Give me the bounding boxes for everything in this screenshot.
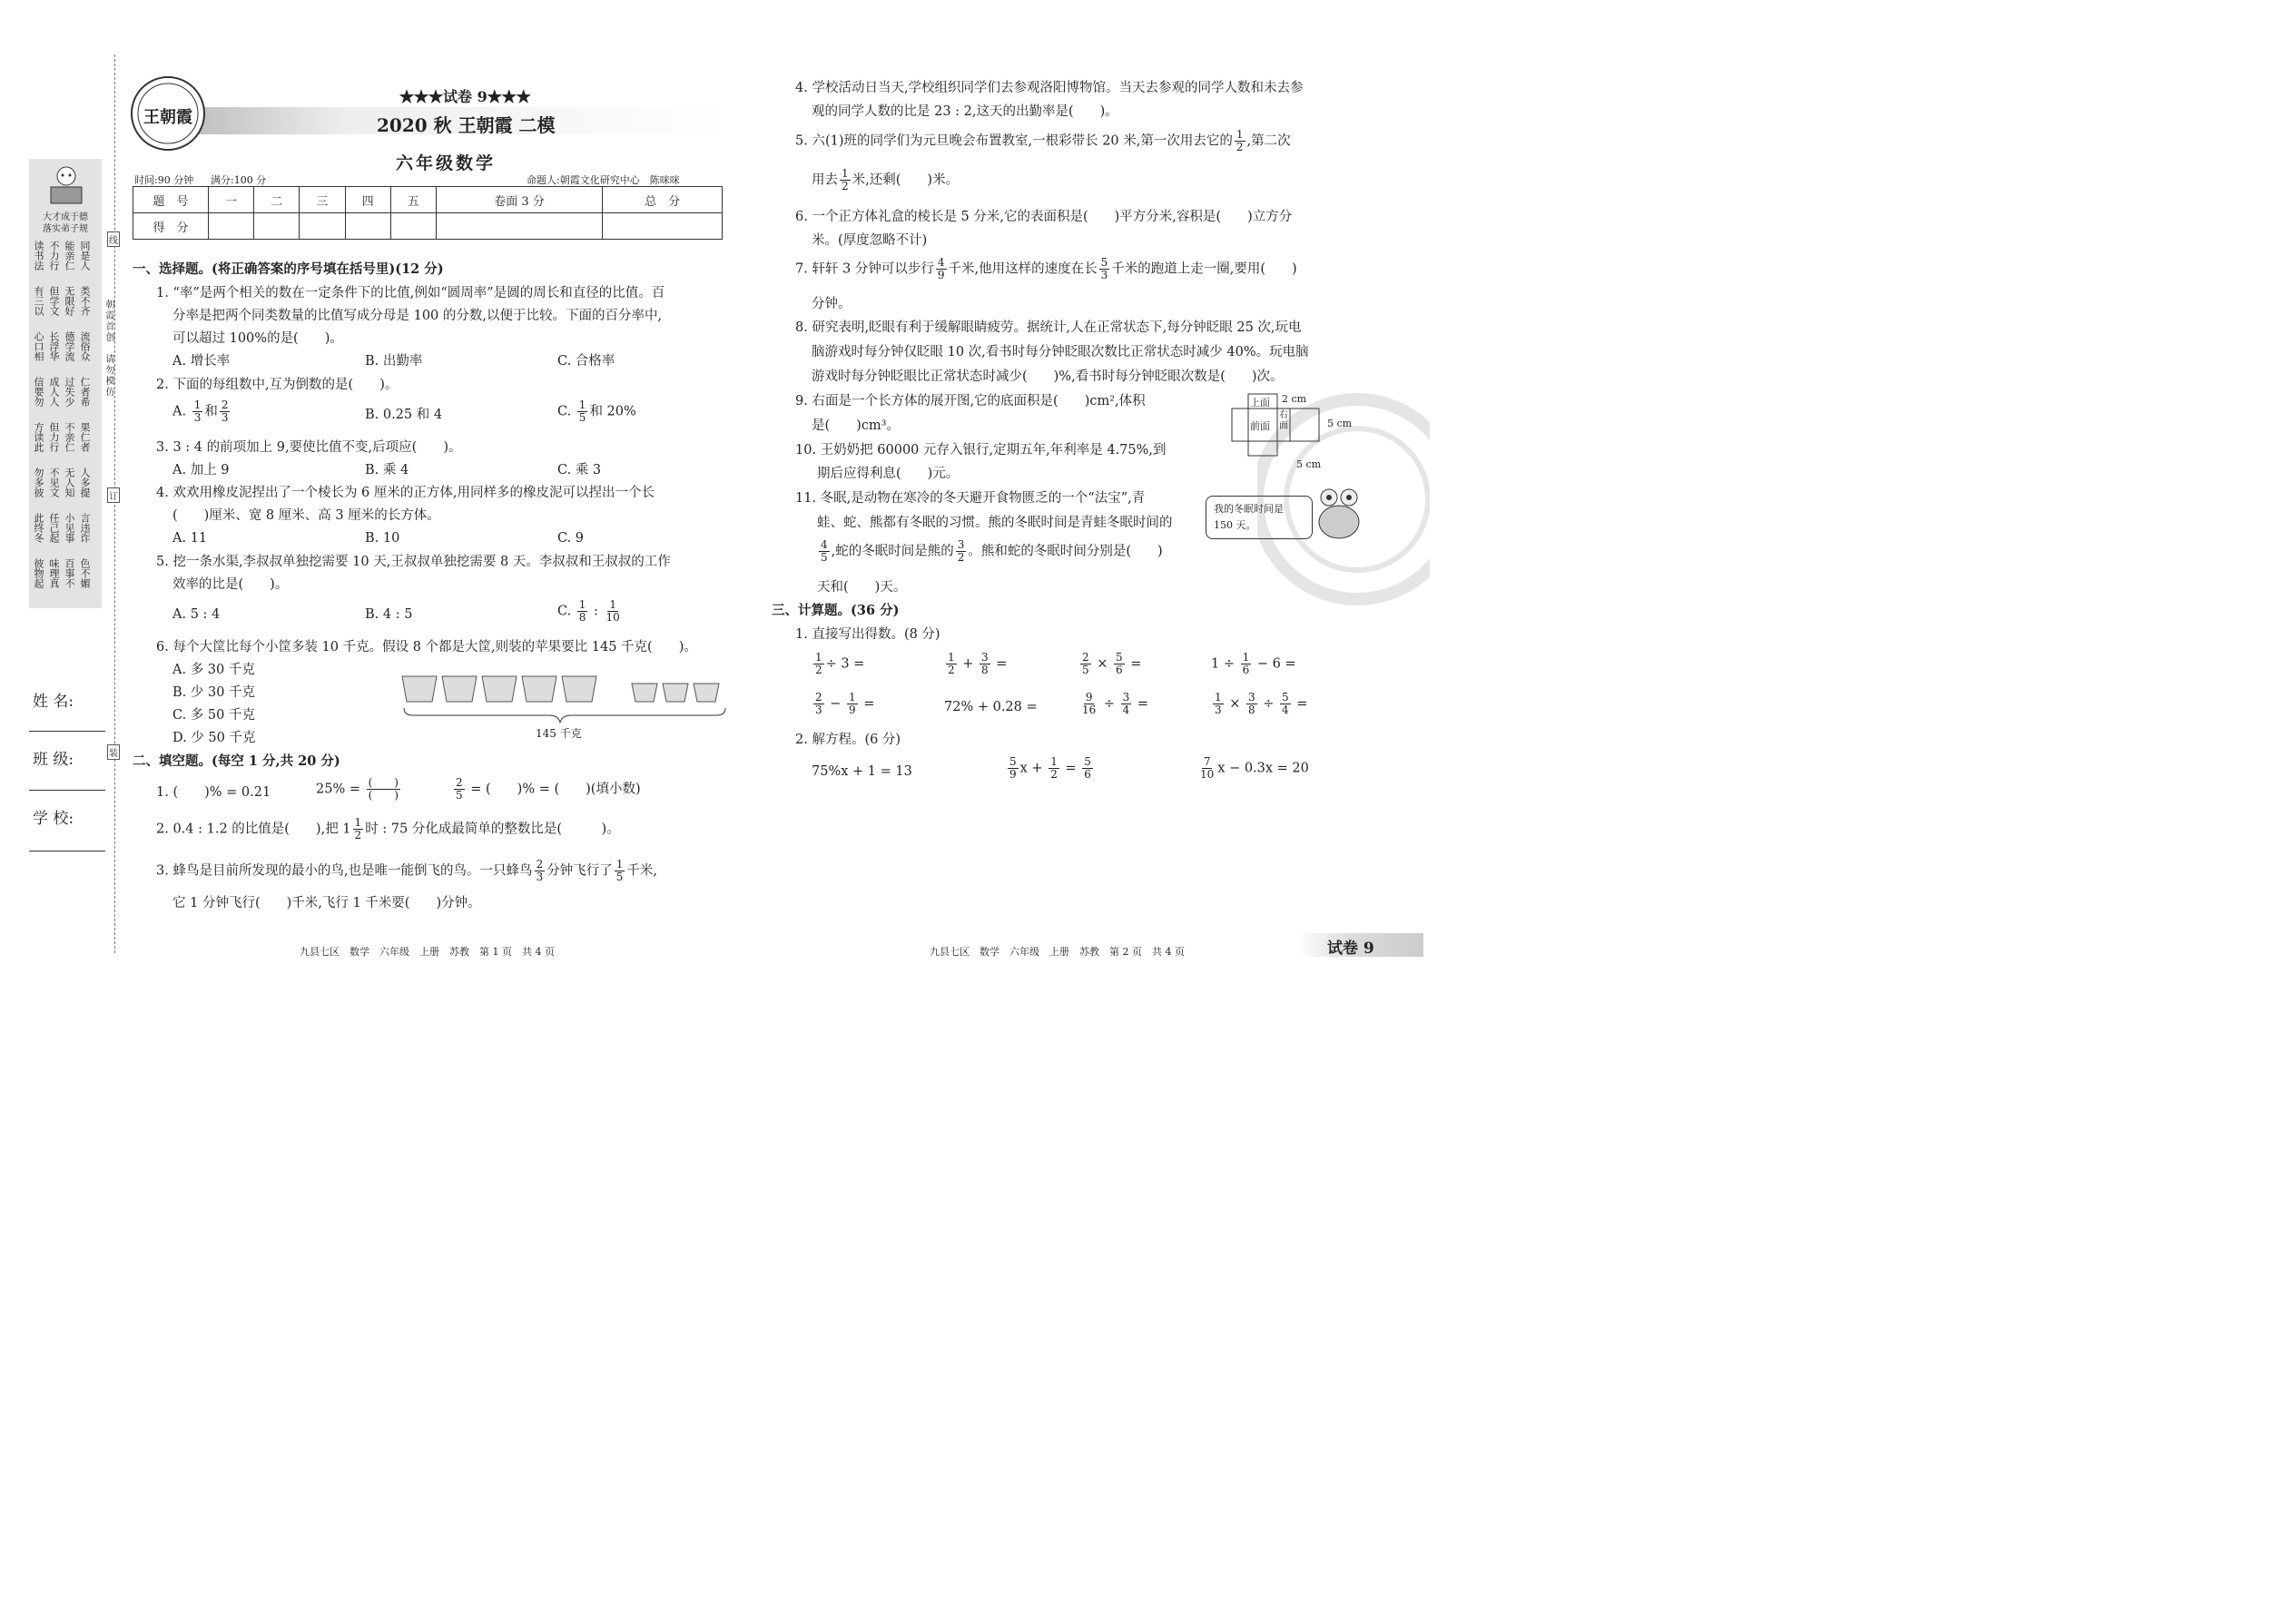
score-header-cell: 题 号 [133, 187, 209, 213]
motto-column: 果仁者 [79, 422, 91, 452]
r11-line3 [817, 539, 1163, 564]
score-cell[interactable] [603, 213, 723, 240]
section-2-title: 二、填空题。(每空 1 分,共 20 分) [133, 753, 340, 769]
q1-line2: 分率是把两个同类数量的比值写成分母是 100 的分数,以便于比较。下面的百分率中, [172, 309, 663, 323]
r5-b1-text: 用去 [812, 172, 838, 188]
fraction: $\frac{1}{2}$ [1236, 128, 1244, 154]
author-info: 命题人:朝霞文化研究中心 陈咪咪 [527, 174, 680, 186]
op: = [1296, 696, 1308, 712]
q2-option-b: B. 0.25 和 4 [365, 408, 443, 422]
q1-option-b: B. 出勤率 [365, 354, 423, 369]
motto-column: 此终冬 [33, 513, 44, 543]
and-text: 和 20% [589, 404, 636, 419]
f3-line1 [156, 859, 657, 883]
q5-option-a: A. 5 : 4 [172, 607, 221, 622]
fraction: $\frac{3}{2}$ [957, 538, 965, 565]
op: = [996, 656, 1008, 672]
r6-line1: 6. 一个正方体礼盒的棱长是 5 分米,它的表面积是( )平方分米,容积是( )立方分 [795, 210, 1293, 224]
corner-label: 试卷 9 [1327, 940, 1374, 958]
op: × [1229, 696, 1241, 712]
q5-option-b: B. 4 : 5 [365, 607, 413, 622]
sidebar-motto [33, 241, 98, 604]
calc-text: ÷ 3 = [825, 656, 865, 672]
fraction: $\frac{1}{5}$ [615, 858, 624, 884]
fraction: $\frac{1}{9}$ [849, 691, 856, 717]
section-1-title: 一、选择题。(将正确答案的序号填在括号里)(12 分) [133, 261, 444, 277]
school-label: 学 校: [33, 810, 74, 828]
q1-line3: 可以超过 100%的是( )。 [172, 331, 343, 346]
q6-option-d: D. 少 50 千克 [172, 731, 256, 745]
fraction: $\frac{5}{9}$ [1009, 755, 1017, 782]
q1-line1: 1. “率”是两个相关的数在一定条件下的比值,例如“圆周率”是圆的周长和直径的比值。百 [156, 286, 665, 300]
score-table [133, 186, 723, 240]
r10-line1: 10. 王奶奶把 60000 元存入银行,定期五年,年利率是 4.75%,到 [795, 443, 1167, 458]
op: = [1137, 696, 1149, 712]
time-info: 时间:90 分钟 [134, 174, 194, 186]
calc-1-title: 1. 直接写出得数。(8 分) [795, 627, 940, 642]
r9-line2: 是( )cm³。 [812, 418, 900, 433]
q4-line1: 4. 欢欢用橡皮泥捏出了一个棱长为 6 厘米的正方体,用同样多的橡皮泥可以捏出一个长 [156, 486, 655, 500]
series-text: 试卷 9 [443, 88, 487, 105]
binding-mark-3: 装 [107, 744, 120, 760]
motto-column: 长浮华 [48, 331, 60, 361]
option-letter: C. [557, 404, 572, 419]
motto-column: 无人知 [64, 468, 75, 497]
fraction: $\frac{7}{10}$ [1200, 755, 1215, 782]
q4-line2: ( )厘米、宽 8 厘米、高 3 厘米的长方体。 [172, 508, 440, 523]
vertical-notice: 朝霞首创 请勿模仿 [103, 300, 113, 398]
fraction: $\frac{2}{3}$ [815, 691, 822, 717]
q2-option-a [172, 399, 231, 424]
calc-item-2 [944, 652, 1007, 676]
calc-item-8 [1211, 692, 1307, 716]
calc-text: 1 ÷ [1211, 656, 1235, 672]
r8-line3: 游戏时每分钟眨眼比正常状态时减少( )%,看书时每分钟眨眼次数是( )次。 [812, 369, 1284, 384]
r7-line1 [795, 257, 1297, 281]
speech-bubble: 我的冬眠时间是 150 天。 [1206, 496, 1313, 539]
fraction: $\frac{5}{3}$ [1100, 256, 1108, 282]
motto-column: 能亲仁 [64, 241, 75, 271]
page-footer-right: 九县七区 数学 六年级 上册 苏教 第 2 页 共 4 页 [930, 946, 1185, 958]
fraction: $\frac{9}{16}$ [1082, 691, 1097, 717]
r7-line2: 分钟。 [812, 297, 852, 311]
f3-c-text: 千米, [626, 863, 657, 879]
r5-line2 [812, 168, 959, 192]
score-row-label: 得 分 [133, 213, 209, 240]
f2 [156, 817, 620, 842]
name-label: 姓 名: [33, 693, 74, 711]
q4-option-a: A. 11 [172, 531, 208, 546]
motto-column: 流俗众 [79, 331, 91, 361]
op: = [1130, 656, 1142, 672]
motto-column: 同是人 [79, 241, 91, 271]
fraction: $\frac{1}{10}$ [605, 598, 620, 625]
r9-line1: 9. 右面是一个长方体的展开图,它的底面积是( )cm²,体积 [795, 394, 1146, 408]
fraction: $\frac{1}{2}$ [815, 651, 822, 677]
q6-weight-label: 145 千克 [536, 727, 582, 740]
equation-1: 75%x + 1 = 13 [812, 764, 912, 779]
fraction: $\frac{3}{8}$ [1248, 691, 1255, 717]
sidebar-banner-1: 大才成于德 [43, 212, 88, 222]
f1-b-text: 25% = [316, 782, 360, 797]
r7-a-text: 7. 轩轩 3 分钟可以步行 [795, 261, 934, 277]
r4-line2: 观的同学人数的比是 23 : 2,这天的出勤率是( )。 [812, 104, 1118, 119]
motto-column: 成人人 [48, 377, 60, 407]
r8-line1: 8. 研究表明,眨眼有利于缓解眼睛疲劳。据统计,人在正常状态下,每分钟眨眼 25 次,玩电 [795, 320, 1302, 335]
motto-column: 信要勿 [33, 377, 44, 407]
op: − [830, 696, 842, 712]
r8-line2: 脑游戏时每分钟仅眨眼 10 次,看书时每分钟眨眼次数比正常状态时减少 40%。玩电脑 [812, 345, 1309, 359]
motto-column: 彼物起 [33, 558, 44, 588]
op: + [962, 656, 974, 672]
fraction: $\frac{1}{2}$ [1050, 755, 1058, 782]
q6-option-b: B. 少 30 千克 [172, 685, 256, 700]
op: ÷ [1263, 696, 1275, 712]
motto-column: 心口相 [33, 331, 44, 361]
motto-column: 仁者希 [79, 377, 91, 407]
class-field[interactable] [29, 790, 105, 791]
r6-line2: 米。(厚度忽略不计) [812, 233, 928, 248]
score-header-cell: 卷面 3 分 [436, 187, 602, 213]
motto-column: 人多提 [79, 468, 91, 497]
score-cell[interactable] [254, 213, 300, 240]
fraction: $\frac{2}{5}$ [1082, 651, 1089, 677]
fraction: $\frac{1}{6}$ [1242, 651, 1250, 677]
fraction: $\frac{5}{6}$ [1084, 755, 1091, 782]
op: ÷ [1103, 696, 1116, 712]
net-dim-3: 5 cm [1296, 458, 1322, 470]
calc-item-3 [1078, 652, 1141, 676]
binding-dashed-line [114, 54, 115, 953]
fraction: $\frac{1}{3}$ [1215, 691, 1222, 717]
net-label-top: 上面 [1250, 397, 1270, 408]
fraction: $\frac{4}{9}$ [937, 256, 945, 282]
logo-text: 王朝霞 [143, 108, 192, 127]
q1-option-a: A. 增长率 [172, 354, 231, 369]
binding-mark-1: 线 [107, 231, 120, 247]
op: = [1065, 761, 1077, 776]
motto-column: 小见事 [64, 513, 75, 543]
net-dim-1: 2 cm [1282, 393, 1307, 405]
q3-option-a: A. 加上 9 [172, 463, 230, 477]
motto-column: 但力行 [48, 422, 60, 452]
score-cell[interactable] [390, 213, 436, 240]
calc-item-5 [812, 692, 874, 716]
motto-column: 不力行 [48, 241, 60, 271]
q4-option-b: B. 10 [365, 531, 400, 546]
score-header-cell: 一 [209, 187, 254, 213]
calc-item-7 [1078, 692, 1148, 716]
motto-column: 无限好 [64, 286, 75, 316]
motto-column: 勿多彼 [33, 468, 44, 497]
motto-column: 味理真 [48, 558, 60, 588]
q1-option-c: C. 合格率 [557, 354, 615, 369]
op: = [863, 696, 875, 712]
motto-column: 百事不 [64, 558, 75, 588]
motto-column: 不亲仁 [64, 422, 75, 452]
fraction: $\frac{2}{3}$ [221, 399, 229, 425]
net-label-front: 前面 [1250, 420, 1270, 432]
q2-option-c [557, 399, 636, 424]
section-3-title: 三、计算题。(36 分) [772, 603, 900, 618]
op: × [1097, 656, 1108, 672]
equation-2 [1006, 756, 1095, 781]
r4-line1: 4. 学校活动日当天,学校组织同学们去参观洛阳博物馆。当天去参观的同学人数和未去参 [795, 81, 1304, 95]
score-header-cell: 三 [300, 187, 345, 213]
watermark-seal [1257, 390, 1430, 608]
score-header-cell: 总 分 [603, 187, 723, 213]
r11-d-text: 。熊和蛇的冬眠时间分别是( ) [968, 544, 1163, 559]
q6-option-c: C. 多 50 千克 [172, 708, 255, 723]
r5-line1 [795, 129, 1291, 153]
motto-column: 有三以 [33, 286, 44, 316]
r5-a2-text: ,第二次 [1246, 133, 1291, 149]
f1-a: 1. ( )% = 0.21 [156, 785, 271, 800]
f3-line2: 它 1 分钟飞行( )千米,飞行 1 千米要( )分钟。 [172, 896, 481, 910]
q3-option-b: B. 乘 4 [365, 463, 409, 477]
r10-line2: 期后应得利息( )元。 [817, 467, 960, 481]
fraction-blank[interactable]: $\frac{( )}{( )}$ [368, 776, 399, 802]
calc-item-4 [1211, 652, 1296, 676]
fraction: $\frac{2}{5}$ [456, 776, 463, 802]
fraction: $\frac{2}{3}$ [536, 858, 544, 884]
fraction: $\frac{1}{5}$ [578, 399, 586, 425]
q2-stem: 2. 下面的每组数中,互为倒数的是( )。 [156, 378, 399, 392]
calc-text: − 6 = [1256, 656, 1296, 672]
fraction: $\frac{3}{8}$ [981, 651, 989, 677]
q5-line2: 效率的比是( )。 [172, 577, 289, 592]
q3-stem: 3. 3 : 4 的前项加上 9,要使比值不变,后项应( )。 [156, 440, 462, 455]
page-footer-left: 九县七区 数学 六年级 上册 苏教 第 1 页 共 4 页 [300, 946, 555, 958]
fraction: $\frac{5}{6}$ [1116, 651, 1123, 677]
name-field[interactable] [29, 731, 105, 732]
score-header-cell: 五 [390, 187, 436, 213]
score-cell[interactable] [345, 213, 390, 240]
net-label-right: 右面 [1279, 410, 1288, 431]
fraction: $\frac{1}{3}$ [193, 399, 202, 425]
fraction: $\frac{4}{5}$ [821, 538, 828, 565]
q6-option-a: A. 多 30 千克 [172, 663, 255, 677]
fraction: $\frac{5}{4}$ [1282, 691, 1289, 717]
series-label: ★★★试卷 9★★★ [399, 88, 531, 105]
option-letter: C. [557, 604, 572, 619]
and-text: 和 [204, 404, 218, 419]
score-cell[interactable] [436, 213, 602, 240]
motto-column: 读书法 [33, 241, 44, 271]
score-header-cell: 二 [254, 187, 300, 213]
sidebar-banner-2: 落实弟子规 [43, 224, 88, 234]
r7-c-text: 千米的跑道上走一圈,要用( ) [1111, 261, 1297, 277]
mascot-icon [44, 163, 89, 207]
exam-title: 2020 秋 王朝霞 二模 [377, 114, 556, 136]
motto-column: 但学文 [48, 286, 60, 316]
fraction: $\frac{1}{2}$ [842, 167, 849, 193]
equation-3 [1196, 756, 1309, 781]
class-label: 班 级: [33, 751, 74, 769]
f2-a-text: 2. 0.4 : 1.2 的比值是( ),把 1 [156, 822, 351, 837]
calc-text: x + [1019, 761, 1043, 776]
r11-c-text: ,蛇的冬眠时间是熊的 [831, 544, 954, 559]
score-info: 满分:100 分 [211, 174, 267, 186]
fraction: $\frac{1}{2}$ [354, 816, 362, 842]
fraction: $\frac{1}{2}$ [948, 651, 955, 677]
r11-line4: 天和( )天。 [817, 580, 907, 595]
motto-column: 色不媚 [79, 558, 91, 588]
f1-b [316, 777, 402, 802]
calc-item-6: 72% + 0.28 = [944, 700, 1038, 714]
r11-line1: 11. 冬眠,是动物在寒冷的冬天避开食物匮乏的一个“法宝”,青 [795, 491, 1146, 506]
r5-a-text: 5. 六(1)班的同学们为元旦晚会布置教室,一根彩带长 20 米,第一次用去它的 [795, 133, 1233, 149]
f2-b-text: 时 : 75 分化成最简单的整数比是( )。 [365, 822, 620, 837]
fraction: $\frac{1}{8}$ [578, 598, 586, 625]
f3-b-text: 分钟飞行了 [546, 863, 613, 879]
motto-column: 德学流 [64, 331, 75, 361]
f3-a-text: 3. 蜂鸟是目前所发现的最小的鸟,也是唯一能倒飞的鸟。一只蜂鸟 [156, 863, 533, 879]
r11-line2: 蛙、蛇、熊都有冬眠的习惯。熊的冬眠时间是青蛙冬眠时间的 [817, 516, 1173, 530]
motto-column: 方读此 [33, 422, 44, 452]
q5-line1: 5. 挖一条水渠,李叔叔单独挖需要 10 天,王叔叔单独挖需要 8 天。李叔叔和王叔叔的工作 [156, 555, 671, 569]
fraction: $\frac{3}{4}$ [1122, 691, 1130, 717]
f1-c [452, 777, 641, 802]
binding-mark-2: 订 [107, 487, 120, 503]
motto-column: 任己起 [48, 513, 60, 543]
option-letter: A. [172, 404, 187, 419]
calc-text: x − 0.3x = 20 [1217, 761, 1309, 776]
r5-b2-text: 米,还剩( )米。 [852, 172, 960, 188]
motto-column: 言违诈 [79, 513, 91, 543]
f1-c-text: = ( )% = ( )(填小数) [470, 782, 641, 797]
net-dim-2: 5 cm [1327, 418, 1353, 429]
motto-column: 不见文 [48, 468, 60, 497]
score-header-cell: 四 [345, 187, 390, 213]
score-cell[interactable] [209, 213, 254, 240]
q4-option-c: C. 9 [557, 531, 585, 546]
calc-2-title: 2. 解方程。(6 分) [795, 733, 901, 747]
q5-option-c: C. $\frac{1}{8}$ : $\frac{1}{10}$ [557, 598, 620, 625]
calc-item-1 [812, 652, 864, 676]
r7-b-text: 千米,他用这样的速度在长 [948, 261, 1098, 277]
q6-stem: 6. 每个大筐比每个小筐多装 10 千克。假设 8 个都是大筐,则装的苹果要比 145 千克( )。 [156, 640, 697, 655]
q3-option-c: C. 乘 3 [557, 463, 602, 477]
motto-column: 过失少 [64, 377, 75, 407]
subject-title: 六年级数学 [396, 153, 497, 173]
motto-column: 类不齐 [79, 286, 91, 316]
score-cell[interactable] [300, 213, 345, 240]
